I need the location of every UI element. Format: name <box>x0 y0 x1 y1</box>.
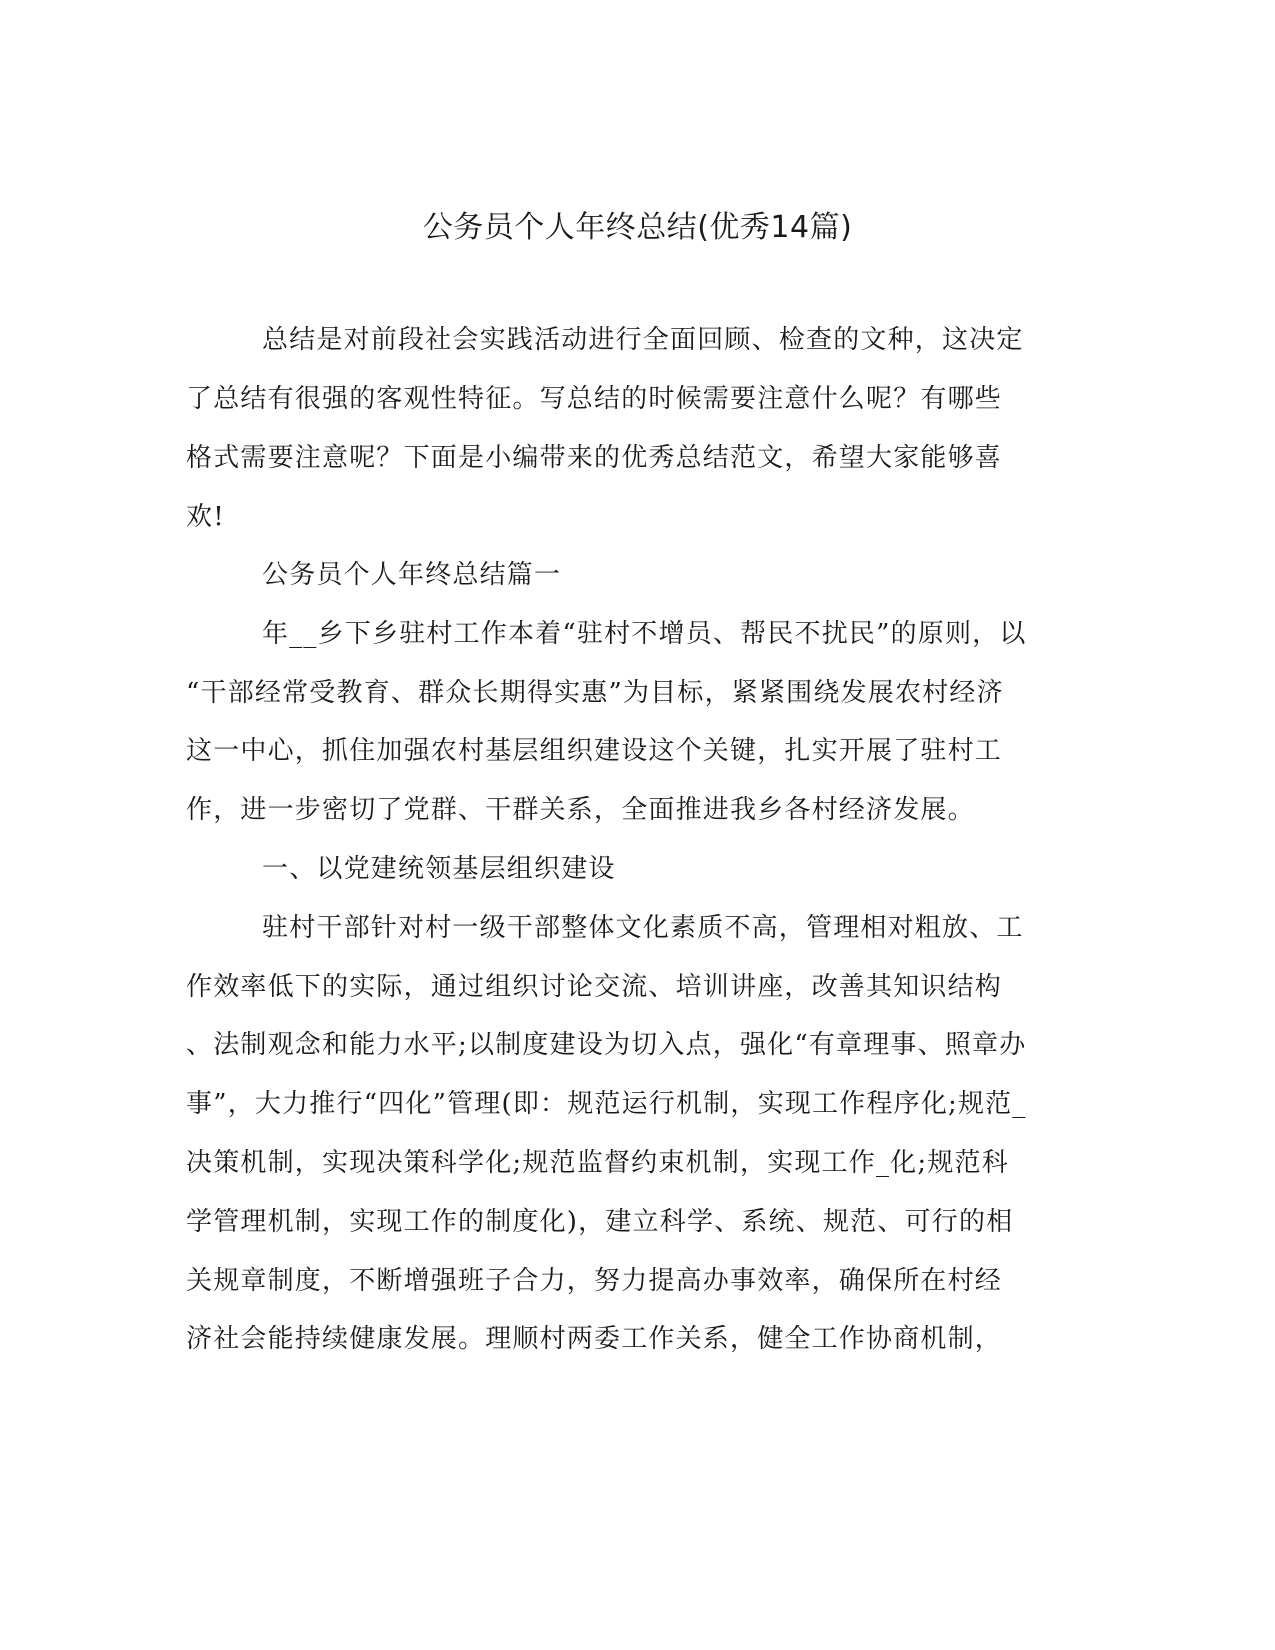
section-heading: 公务员个人年终总结篇一 <box>262 560 562 590</box>
paragraph-line: 总结是对前段社会实践活动进行全面回顾、检查的文种，这决定 <box>262 325 1024 355</box>
paragraph-line: 欢! <box>186 502 225 532</box>
paragraph-line: 决策机制，实现决策科学化;规范监督约束机制，实现工作_化;规范科 <box>186 1148 1009 1178</box>
section-heading: 一、以党建统领基层组织建设 <box>262 854 616 884</box>
paragraph-line: 、法制观念和能力水平;以制度建设为切入点，强化“有章理事、照章办 <box>186 1030 1027 1060</box>
document-title: 公务员个人年终总结(优秀14篇) <box>422 210 853 245</box>
paragraph-line: 作，进一步密切了党群、干群关系，全面推进我乡各村经济发展。 <box>186 795 975 825</box>
paragraph-line: “干部经常受教育、群众长期得实惠”为目标，紧紧围绕发展农村经济 <box>186 678 1004 708</box>
paragraph-line: 事”，大力推行“四化”管理(即：规范运行机制，实现工作程序化;规范_ <box>186 1089 1027 1119</box>
paragraph-line: 驻村干部针对村一级干部整体文化素质不高，管理相对粗放、工 <box>262 913 1024 943</box>
paragraph-line: 济社会能持续健康发展。理顺村两委工作关系，健全工作协商机制， <box>186 1324 1003 1354</box>
paragraph-line: 这一中心，抓住加强农村基层组织建设这个关键，扎实开展了驻村工 <box>186 736 1003 766</box>
paragraph-line: 格式需要注意呢？下面是小编带来的优秀总结范文，希望大家能够喜 <box>186 443 1003 473</box>
paragraph-line: 了总结有很强的客观性特征。写总结的时候需要注意什么呢？有哪些 <box>186 384 1003 414</box>
paragraph-line: 学管理机制，实现工作的制度化)，建立科学、系统、规范、可行的相 <box>186 1207 1014 1237</box>
paragraph-line: 关规章制度，不断增强班子合力，努力提高办事效率，确保所在村经 <box>186 1266 1003 1296</box>
paragraph-line: 作效率低下的实际，通过组织讨论交流、培训讲座，改善其知识结构 <box>186 972 1003 1002</box>
paragraph-line: 年__乡下乡驻村工作本着“驻村不增员、帮民不扰民”的原则，以 <box>262 619 1027 649</box>
